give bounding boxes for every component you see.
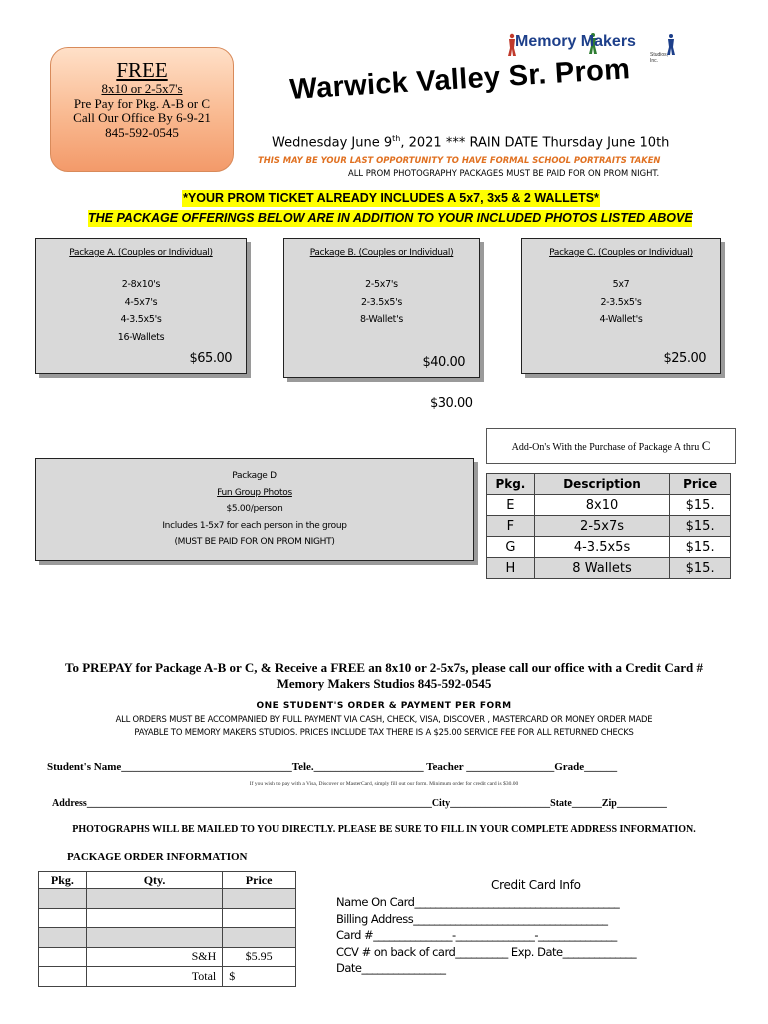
package-a-price: $65.00 xyxy=(189,351,232,366)
package-c-price: $25.00 xyxy=(663,351,706,366)
date-sup: th xyxy=(392,134,401,143)
card-number-field[interactable]: Card #_______________-_______________-_______________ xyxy=(336,928,617,942)
addon-price: $15. xyxy=(670,558,731,579)
order-col-pkg: Pkg. xyxy=(39,872,87,889)
order-cell[interactable] xyxy=(39,908,87,928)
package-order-heading: PACKAGE ORDER INFORMATION xyxy=(67,851,248,863)
package-d-subtitle: Fun Group Photos xyxy=(217,487,292,498)
package-b-box xyxy=(283,238,480,378)
package-c-item: 4-Wallet's xyxy=(599,314,643,325)
must-pay-note: ALL PROM PHOTOGRAPHY PACKAGES MUST BE PAID FOR ON PROM NIGHT. xyxy=(348,168,660,178)
table-row xyxy=(39,947,296,967)
credit-card-note: If you wish to pay with a Visa, Discover or MasterCard, simply fill out our form. Minimum order for credit card is $30.00 xyxy=(249,781,519,787)
addon-price: $15. xyxy=(670,537,731,558)
package-a-item: 4-3.5x5's xyxy=(120,314,162,325)
package-d-note: (MUST BE PAID FOR ON PROM NIGHT) xyxy=(174,537,335,547)
addons-col-description: Description xyxy=(534,474,669,495)
billing-address-field[interactable]: Billing Address_____________________________________ xyxy=(336,911,608,926)
date-pre: Wednesday June 9 xyxy=(272,135,393,151)
one-order-note: ONE STUDENT'S ORDER & PAYMENT PER FORM xyxy=(256,701,512,711)
addons-heading: Add-On's With the Purchase of Package A thru xyxy=(511,442,702,453)
table-row xyxy=(487,537,731,558)
order-cell[interactable] xyxy=(86,908,222,928)
page-title: Warwick Valley Sr. Prom xyxy=(288,53,632,106)
package-d-box xyxy=(35,458,474,561)
package-c-item: 2-3.5x5's xyxy=(600,296,642,308)
table-row[interactable] xyxy=(39,908,296,928)
order-cell[interactable] xyxy=(223,908,296,928)
addon-pkg: E xyxy=(487,495,535,516)
package-c-items xyxy=(522,276,720,329)
table-row xyxy=(39,967,296,987)
addon-price: $15. xyxy=(670,516,731,537)
addons-col-pkg: Pkg. xyxy=(487,474,535,495)
total-price[interactable]: $ xyxy=(223,967,296,987)
credit-card-fields xyxy=(336,894,636,977)
package-b-item: 8-Wallet's xyxy=(359,314,404,325)
table-row xyxy=(487,495,731,516)
last-opportunity-note: THIS MAY BE YOUR LAST OPPORTUNITY TO HAVE FORMAL SCHOOL PORTRAITS TAKEN xyxy=(258,155,661,165)
package-d-includes: Includes 1-5x7 for each person in the group xyxy=(162,520,347,531)
total-label: Total xyxy=(86,967,222,987)
prepay-instructions: To PREPAY for Package A-B or C, & Receive a FREE an 8x10 or 2-5x7s, please call our office with a Credit Card # xyxy=(64,660,704,675)
free-line-4: 845-592-0545 xyxy=(105,124,179,140)
name-on-card-field[interactable]: Name On Card_______________________________________ xyxy=(336,895,620,909)
order-header-row xyxy=(39,872,296,889)
order-col-qty: Qty. xyxy=(86,872,222,889)
table-row xyxy=(487,516,731,537)
package-b-price: $40.00 xyxy=(422,355,465,370)
order-cell[interactable] xyxy=(39,928,87,948)
mailed-note: PHOTOGRAPHS WILL BE MAILED TO YOU DIRECTLY. PLEASE BE SURE TO FILL IN YOUR COMPLETE ADDRESS INFORMATION. xyxy=(72,824,696,835)
package-c-heading: Package C. (Couples or Individual) xyxy=(549,248,693,258)
order-cell[interactable] xyxy=(223,889,296,909)
order-cell[interactable] xyxy=(39,889,87,909)
addons-heading-box xyxy=(486,428,736,464)
addons-table xyxy=(486,473,731,579)
loose-price: $30.00 xyxy=(430,396,473,411)
order-cell xyxy=(39,947,87,967)
package-c-box xyxy=(521,238,721,374)
payment-terms xyxy=(0,713,768,739)
package-a-heading: Package A. (Couples or Individual) xyxy=(69,248,213,258)
table-row xyxy=(487,558,731,579)
addon-price: $15. xyxy=(670,495,731,516)
package-b-item: 2-5x7's xyxy=(365,279,398,290)
logo-text: Memory Makers xyxy=(515,33,636,50)
ticket-includes-banner: *YOUR PROM TICKET ALREADY INCLUDES A 5x7, 3x5 & 2 WALLETS* xyxy=(183,191,599,205)
addons-header-row xyxy=(487,474,731,495)
addons-col-price: Price xyxy=(670,474,731,495)
addon-pkg: H xyxy=(487,558,535,579)
credit-card-title: Credit Card Info xyxy=(491,878,581,892)
sh-price: $5.95 xyxy=(223,947,296,967)
addons-heading-letter: C xyxy=(701,438,711,453)
address-fields[interactable]: Address_____________________________________________________________________City____________________State______Zip__________ xyxy=(52,798,667,809)
order-col-price: Price xyxy=(223,872,296,889)
package-b-item: 2-3.5x5's xyxy=(360,296,403,308)
package-d-title: Package D xyxy=(232,471,277,481)
order-cell[interactable] xyxy=(86,889,222,909)
order-table xyxy=(38,871,296,987)
addon-description: 2-5x7s xyxy=(534,516,669,537)
addon-pkg: F xyxy=(487,516,535,537)
package-offerings-banner: THE PACKAGE OFFERINGS BELOW ARE IN ADDITION TO YOUR INCLUDED PHOTOS LISTED ABOVE xyxy=(88,211,693,225)
ccv-exp-field[interactable]: CCV # on back of card__________ Exp. Date______________ xyxy=(336,944,637,959)
package-a-items xyxy=(36,276,246,346)
logo-subtext: Studios, Inc. xyxy=(650,52,669,64)
package-b-heading: Package B. (Couples or Individual) xyxy=(309,248,454,258)
addon-pkg: G xyxy=(487,537,535,558)
addon-description: 4-3.5x5s xyxy=(534,537,669,558)
sh-label: S&H xyxy=(86,947,222,967)
event-date xyxy=(272,134,762,150)
package-d-price: $5.00/person xyxy=(226,504,283,514)
free-title: FREE xyxy=(116,58,168,82)
free-line-2: Pre Pay for Pkg. A-B or C xyxy=(73,95,211,111)
package-a-box xyxy=(35,238,247,374)
addon-description: 8 Wallets xyxy=(534,558,669,579)
date-field[interactable]: Date________________ xyxy=(336,961,446,975)
free-line-1: 8x10 or 2-5x7's xyxy=(101,81,183,96)
package-c-item: 5x7 xyxy=(612,279,630,290)
package-a-item: 2-8x10's xyxy=(121,279,161,290)
order-cell[interactable] xyxy=(86,928,222,948)
package-b-items xyxy=(284,276,479,329)
payment-terms-line-1: ALL ORDERS MUST BE ACCOMPANIED BY FULL PAYMENT VIA CASH, CHECK, VISA, DISCOVER , MASTERCARD OR MONEY ORDER MADE xyxy=(115,714,653,724)
free-offer-box xyxy=(50,47,234,172)
addon-description: 8x10 xyxy=(534,495,669,516)
studio-contact: Memory Makers Studios 845-592-0545 xyxy=(276,676,492,691)
payment-terms-line-2: PAYABLE TO MEMORY MAKERS STUDIOS. PRICES INCLUDE TAX THERE IS A $25.00 SERVICE FEE FOR ALL RETURNED CHECKS xyxy=(134,727,634,737)
package-a-item: 4-5x7's xyxy=(124,296,158,308)
package-a-item: 16-Wallets xyxy=(117,331,165,343)
free-line-3: Call Our Office By 6-9-21 xyxy=(73,110,211,125)
order-cell xyxy=(39,967,87,987)
table-row[interactable] xyxy=(39,928,296,948)
order-cell[interactable] xyxy=(223,928,296,948)
student-info-fields[interactable]: Student's Name_______________________________Tele.____________________ Teacher ________________Grade______ xyxy=(47,761,618,773)
date-post: , 2021 *** RAIN DATE Thursday June 10th xyxy=(400,135,670,151)
table-row[interactable] xyxy=(39,889,296,909)
